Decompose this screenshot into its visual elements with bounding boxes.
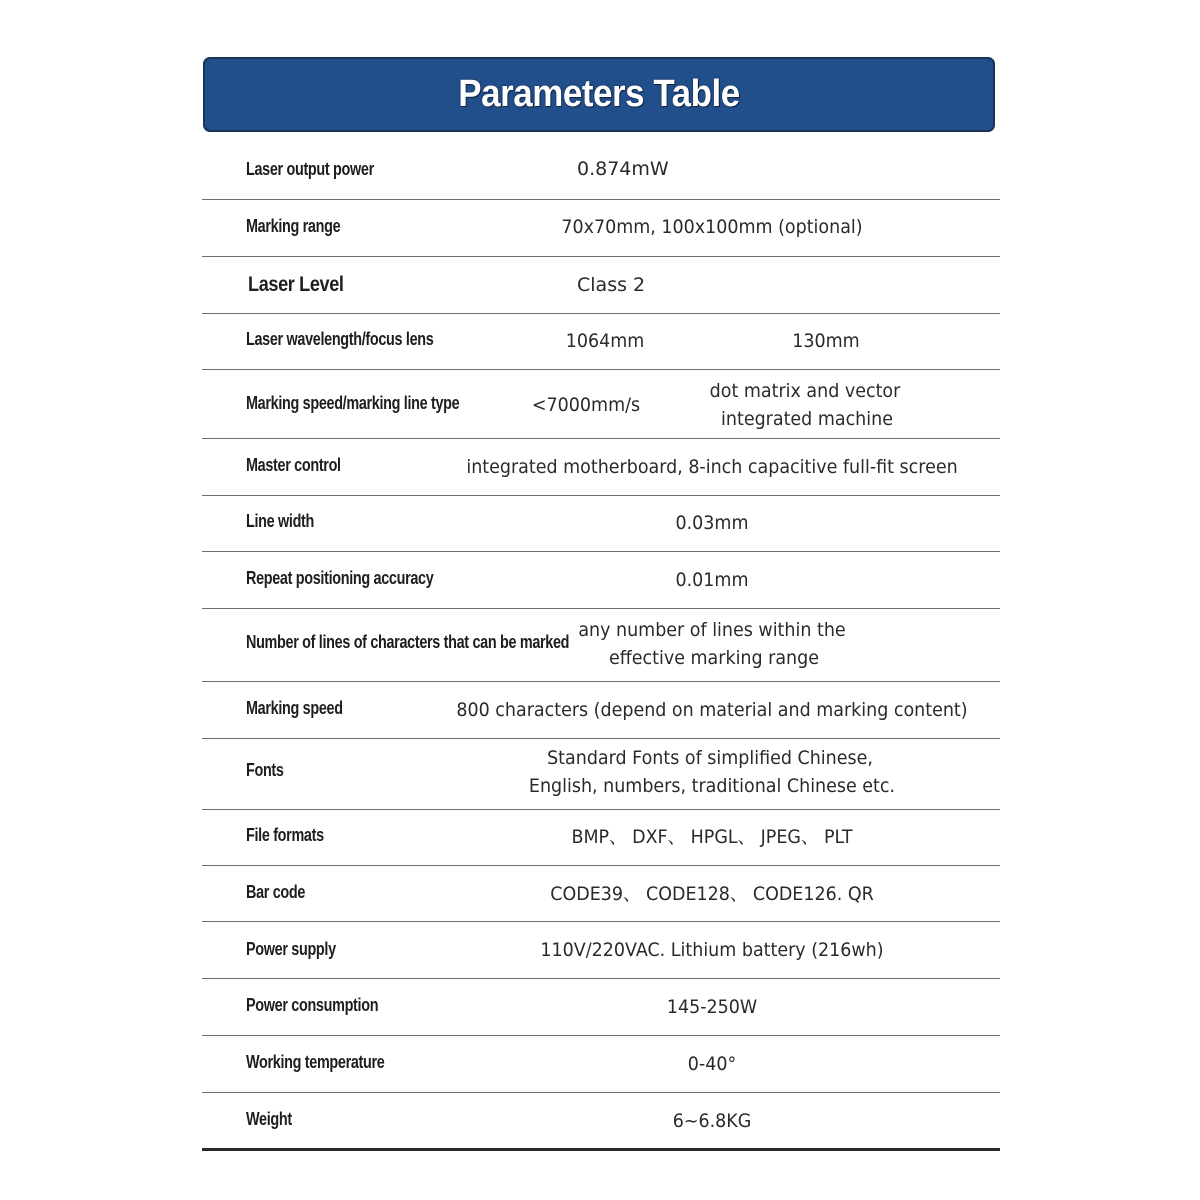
row-divider bbox=[202, 681, 1000, 682]
row-label-marking-speed-line-type: Marking speed/marking line type bbox=[246, 393, 460, 413]
row-label-marking-range: Marking range bbox=[246, 216, 341, 236]
row-label-power-supply: Power supply bbox=[246, 939, 336, 959]
row-value-focus-lens: 130mm bbox=[792, 330, 860, 352]
row-label-laser-level: Laser Level bbox=[248, 273, 344, 296]
row-value-wavelength: 1064mm bbox=[565, 330, 645, 352]
row-divider bbox=[202, 199, 1000, 200]
row-divider bbox=[202, 1092, 1000, 1093]
row-value-lines-of-characters-line1: any number of lines within the bbox=[578, 619, 846, 641]
title-banner bbox=[203, 57, 995, 132]
row-divider bbox=[202, 369, 1000, 370]
row-divider bbox=[202, 738, 1000, 739]
row-value-fonts-line1: Standard Fonts of simplified Chinese, bbox=[547, 747, 873, 769]
row-label-weight: Weight bbox=[246, 1109, 292, 1129]
row-value-line-width: 0.03mm bbox=[675, 512, 749, 534]
row-value-marking-range: 70x70mm, 100x100mm (optional) bbox=[561, 216, 863, 238]
row-divider bbox=[202, 438, 1000, 439]
row-label-file-formats: File formats bbox=[246, 825, 324, 845]
row-divider bbox=[202, 256, 1000, 257]
page-title: Parameters Table bbox=[458, 73, 740, 115]
row-divider bbox=[202, 551, 1000, 552]
row-value-laser-level: Class 2 bbox=[577, 274, 646, 296]
row-value-power-consumption: 145-250W bbox=[666, 996, 758, 1018]
row-label-laser-output-power: Laser output power bbox=[246, 159, 374, 179]
row-label-bar-code: Bar code bbox=[246, 882, 306, 902]
table-bottom-border bbox=[202, 1148, 1000, 1151]
row-label-fonts: Fonts bbox=[246, 760, 284, 780]
row-divider bbox=[202, 978, 1000, 979]
row-label-working-temperature: Working temperature bbox=[246, 1052, 385, 1072]
row-label-line-width: Line width bbox=[246, 511, 314, 531]
row-divider bbox=[202, 809, 1000, 810]
row-value-marking-speed-chars: 800 characters (depend on material and marking content) bbox=[456, 699, 968, 721]
row-value-master-control: integrated motherboard, 8-inch capacitive full-fit screen bbox=[466, 456, 958, 478]
row-divider bbox=[202, 608, 1000, 609]
row-divider bbox=[202, 921, 1000, 922]
row-label-marking-speed: Marking speed bbox=[246, 698, 343, 718]
row-divider bbox=[202, 495, 1000, 496]
row-label-power-consumption: Power consumption bbox=[246, 995, 379, 1015]
row-divider bbox=[202, 1035, 1000, 1036]
row-divider bbox=[202, 865, 1000, 866]
row-value-weight: 6~6.8KG bbox=[672, 1110, 752, 1132]
row-value-bar-code: CODE39、 CODE128、 CODE126. QR bbox=[550, 883, 874, 905]
row-value-marking-speed: <7000mm/s bbox=[531, 394, 641, 416]
row-label-laser-wavelength: Laser wavelength/focus lens bbox=[246, 329, 434, 349]
row-value-power-supply: 110V/220VAC. Lithium battery (216wh) bbox=[540, 939, 884, 961]
row-value-file-formats: BMP、 DXF、 HPGL、 JPEG、 PLT bbox=[571, 826, 853, 848]
row-divider bbox=[202, 313, 1000, 314]
row-label-lines-of-characters: Number of lines of characters that can be marked bbox=[246, 632, 570, 652]
row-value-line-type-line2: integrated machine bbox=[721, 408, 893, 430]
row-label-master-control: Master control bbox=[246, 455, 341, 475]
row-value-fonts-line2: English, numbers, traditional Chinese etc. bbox=[528, 775, 896, 797]
row-label-repeat-positioning-accuracy: Repeat positioning accuracy bbox=[246, 568, 434, 588]
row-value-repeat-positioning-accuracy: 0.01mm bbox=[675, 569, 749, 591]
row-value-working-temperature: 0-40° bbox=[687, 1053, 737, 1075]
row-value-line-type-line1: dot matrix and vector bbox=[709, 380, 901, 402]
row-value-lines-of-characters-line2: effective marking range bbox=[608, 647, 820, 669]
row-value-laser-output-power: 0.874mW bbox=[577, 158, 669, 180]
